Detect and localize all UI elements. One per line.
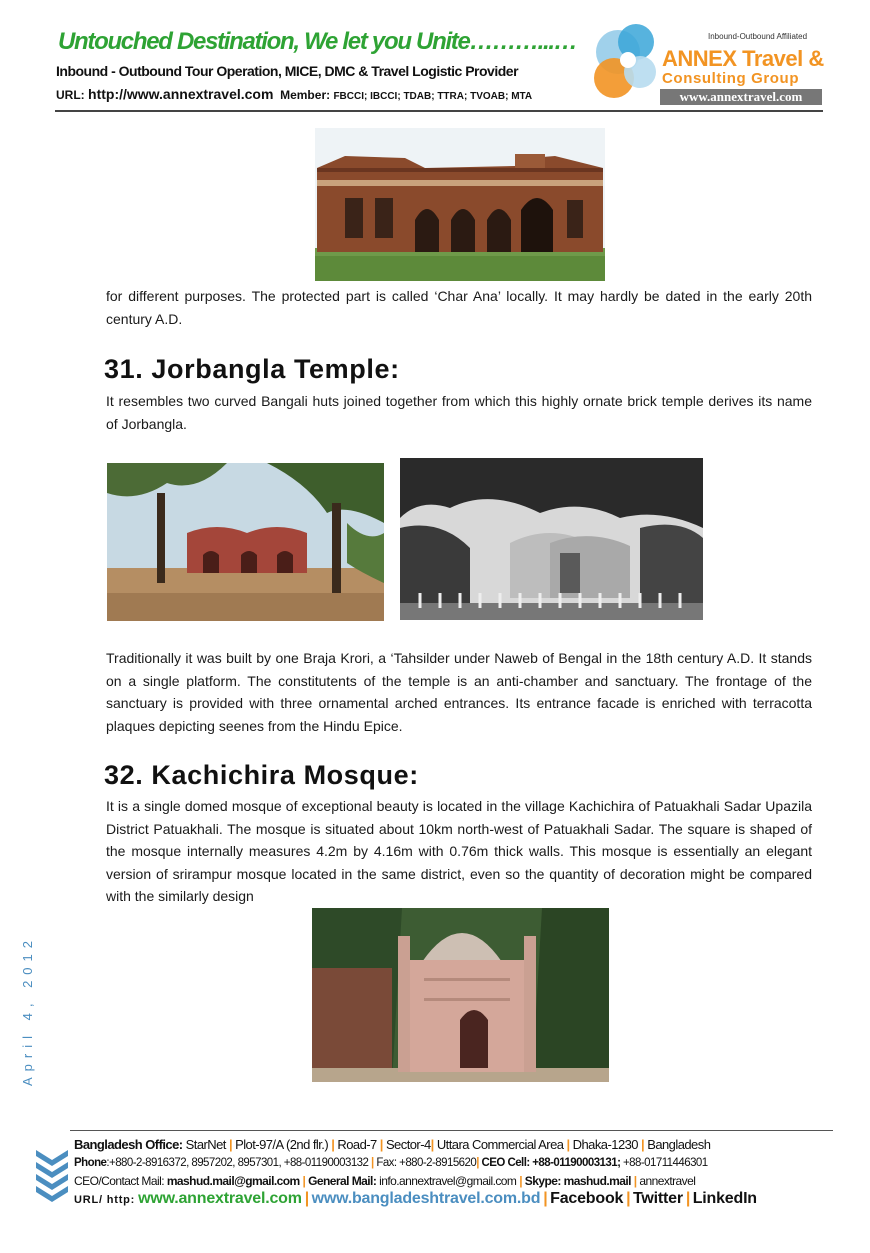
skype-label: Skype:	[524, 1174, 561, 1188]
annextravel-link[interactable]: www.annextravel.com	[138, 1190, 302, 1207]
footer-mail-line: CEO/Contact Mail: mashud.mail@gmail.com | General Mail: info.annextravel@gmail.com | Skype: mashud.mail | annextravel	[74, 1174, 696, 1188]
member-label: Member:	[280, 88, 331, 102]
skype-alt: annextravel	[639, 1174, 696, 1188]
office-part: Bangladesh	[647, 1137, 711, 1152]
ceo-cell-label: CEO Cell	[481, 1157, 527, 1169]
ceo-cell-number: : +88-01190003131;	[526, 1157, 621, 1169]
logo-subname: Consulting Group	[662, 70, 800, 87]
section-31-body: Traditionally it was built by one Braja Krori, a ‘Tahsilder under Naweb of Bengal in the 18th century A.D. It stands on a single platform. The constitutents of the temple is an anti-chamber and sanctuary. The frontage of the sanctuary is provided with three ornamental arched entrances. Its entrance facade is enriched with terracotta plaques depicting seenes from the Hindu Epice.	[106, 650, 812, 734]
intro-paragraph: for different purposes. The protected part is called ‘Char Ana’ locally. It may hardly be dated in the early 20th century A.D.	[106, 288, 812, 327]
footer-phone-line: Phone:+880-2-8916372, 8957202, 8957301, +88-01190003132 | Fax: +880-2-8915620| CEO Cell: +88-01190003131; +88-01711446301	[74, 1157, 708, 1169]
linkedin-link[interactable]: LinkedIn	[692, 1190, 757, 1207]
url-label: URL:	[56, 88, 85, 102]
section-32-heading: 32. Kachichira Mosque:	[104, 760, 419, 790]
header-subtitle: Inbound - Outbound Tour Operation, MICE, DMC & Travel Logistic Provider	[56, 63, 519, 79]
logo-affiliation: Inbound-Outbound Affiliated	[708, 32, 808, 41]
office-part: StarNet	[185, 1137, 226, 1152]
ceo-mail[interactable]: mashud.mail@gmail.com	[166, 1174, 300, 1188]
section-32-body: It is a single domed mosque of exceptional beauty is located in the village Kachichira of Patuakhali Sadar Upazila District Patuakhali. The mosque is situated about 10km north-west of Patuakhali Sadar. The square is shaped of the mosque internally measures 4.2m by 4.16m with 0.76m thick walls. This mosque is essentially an elegant version of srirampur mosque located in the same district, even so the quantity of decoration might be compared with the similarly design	[106, 798, 812, 904]
ceo-cell-alt: +88-01711446301	[623, 1157, 708, 1169]
footer-divider	[70, 1130, 833, 1131]
palace-photo	[315, 128, 605, 281]
temple-photo-color	[107, 463, 384, 621]
web-url-label: URL/ http:	[74, 1194, 136, 1206]
header-divider	[55, 110, 823, 112]
office-label: Bangladesh Office:	[74, 1137, 183, 1152]
footer-office-line: Bangladesh Office: StarNet | Plot-97/A (2nd flr.) | Road-7 | Sector-4| Uttara Commercial Area | Dhaka-1230 | Bangladesh	[74, 1137, 711, 1152]
office-part: Sector-4	[385, 1137, 431, 1152]
footer-web-line: URL/ http: www.annextravel.com | www.bangladeshtravel.com.bd | Facebook | Twitter | LinkedIn	[74, 1190, 757, 1207]
general-mail[interactable]: info.annextravel@gmail.com	[379, 1174, 517, 1188]
header-tagline: Untouched Destination, We let you Unite………...…	[58, 28, 577, 55]
twitter-link[interactable]: Twitter	[633, 1190, 683, 1207]
skype-id: mashud.mail	[563, 1174, 631, 1188]
header-url-line	[56, 86, 532, 102]
header-url-link[interactable]: http://www.annextravel.com	[88, 86, 274, 102]
phone-numbers: :+880-2-8916372, 8957202, 8957301, +88-01190003132	[106, 1157, 369, 1169]
phone-label: Phone	[74, 1157, 107, 1169]
office-part: Plot-97/A (2nd flr.)	[235, 1137, 329, 1152]
mosque-photo	[312, 908, 609, 1082]
bangladeshtravel-link[interactable]: www.bangladeshtravel.com.bd	[311, 1190, 541, 1207]
office-part: Road-7	[337, 1137, 377, 1152]
logo-website[interactable]: www.annextravel.com	[660, 89, 822, 105]
fax-number: Fax: +880-2-8915620	[376, 1157, 477, 1169]
office-part: Dhaka-1230	[572, 1137, 638, 1152]
general-mail-label: General Mail:	[308, 1174, 377, 1188]
section-31-heading: 31. Jorbangla Temple:	[104, 354, 400, 384]
section-31-intro: It resembles two curved Bangali huts joined together from which this highly ornate brick temple derives its name of Jorbangla.	[106, 393, 812, 432]
office-part: Uttara Commercial Area	[436, 1137, 564, 1152]
member-list: FBCCI; IBCCI; TDAB; TTRA; TVOAB; MTA	[333, 91, 533, 102]
logo-name: ANNEX Travel &	[662, 46, 824, 71]
chevron-logo-icon	[34, 1146, 70, 1202]
facebook-link[interactable]: Facebook	[550, 1190, 624, 1207]
temple-photo-bw	[400, 458, 703, 620]
mail-prefix: CEO/Contact Mail:	[74, 1174, 165, 1188]
side-date: April 4, 2012	[20, 935, 35, 1086]
